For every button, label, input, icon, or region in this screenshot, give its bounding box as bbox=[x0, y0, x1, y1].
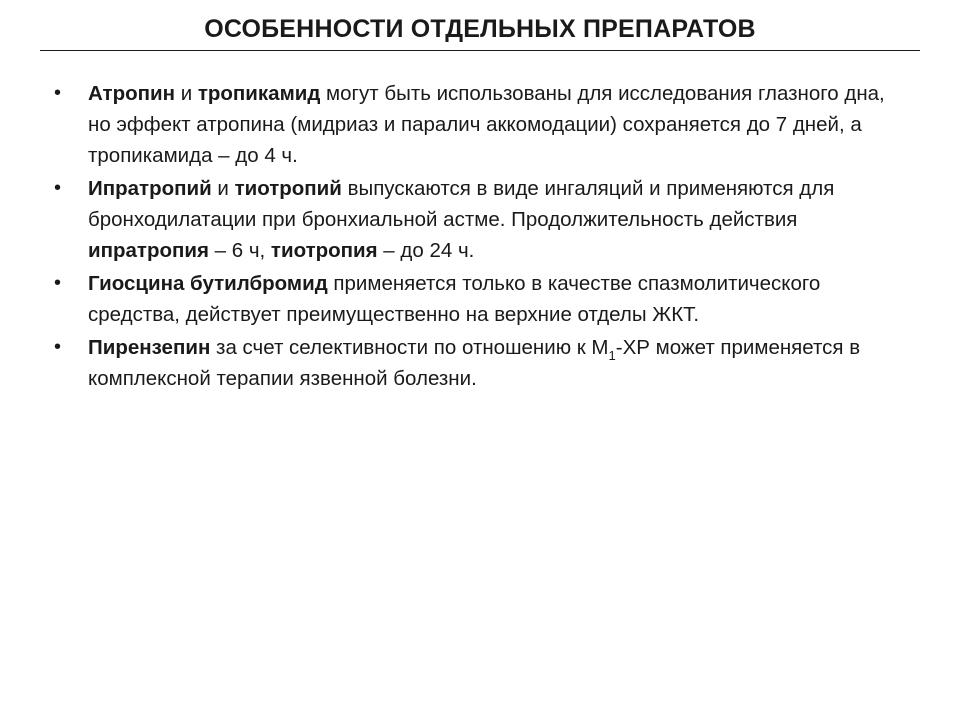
bullet-text-segment: -ХР может применяется в комплексной терапии язвенной болезни. bbox=[88, 336, 861, 390]
bullet-text-segment: тиотропий bbox=[234, 177, 342, 200]
bullet-item bbox=[54, 268, 904, 330]
bullet-list bbox=[54, 78, 904, 396]
bullet-text-segment: могут быть использованы для исследования глазного дна, но эффект атропина (мидриаз и паралич аккомодации) сохраняется до 7 дней, а тропикамида – до 4 ч. bbox=[88, 82, 885, 167]
bullet-text-segment: Пирензепин bbox=[88, 336, 211, 359]
bullet-marker: • bbox=[54, 272, 62, 294]
bullet-text-segment: ипратропия bbox=[88, 239, 209, 262]
bullet-item bbox=[54, 173, 904, 266]
title-divider bbox=[40, 50, 920, 51]
bullet-item bbox=[54, 332, 904, 394]
slide-title: ОСОБЕННОСТИ ОТДЕЛЬНЫХ ПРЕПАРАТОВ bbox=[204, 15, 756, 43]
bullet-text-segment: тиотропия bbox=[270, 239, 378, 262]
bullet-text-segment: за счет селективности по отношению к М bbox=[210, 336, 609, 359]
bullet-text-segment: применяется только в качестве спазмолитического средства, действует преимущественно на верхние отделы ЖКТ. bbox=[88, 272, 821, 326]
bullet-text-segment: 1 bbox=[608, 348, 616, 363]
bullet-text-segment: – до 24 ч. bbox=[377, 239, 475, 262]
bullet-marker: • bbox=[54, 177, 62, 199]
bullet-text-segment: Гиосцина бутилбромид bbox=[88, 272, 328, 295]
bullet-text-segment: Атропин bbox=[88, 82, 175, 105]
bullet-marker: • bbox=[54, 82, 62, 104]
bullet-text-segment: тропикамид bbox=[197, 82, 321, 105]
bullet-text-segment: – 6 ч, bbox=[208, 239, 271, 262]
bullet-item bbox=[54, 78, 904, 171]
bullet-text-segment: выпускаются в виде ингаляций и применяются для бронходилатации при бронхиальной астме. Продолжительность действия bbox=[88, 177, 835, 231]
bullet-text-segment: и bbox=[211, 177, 235, 200]
bullet-text-segment: и bbox=[175, 82, 198, 105]
bullet-marker: • bbox=[54, 336, 62, 358]
bullet-text-segment: Ипратропий bbox=[88, 177, 212, 200]
